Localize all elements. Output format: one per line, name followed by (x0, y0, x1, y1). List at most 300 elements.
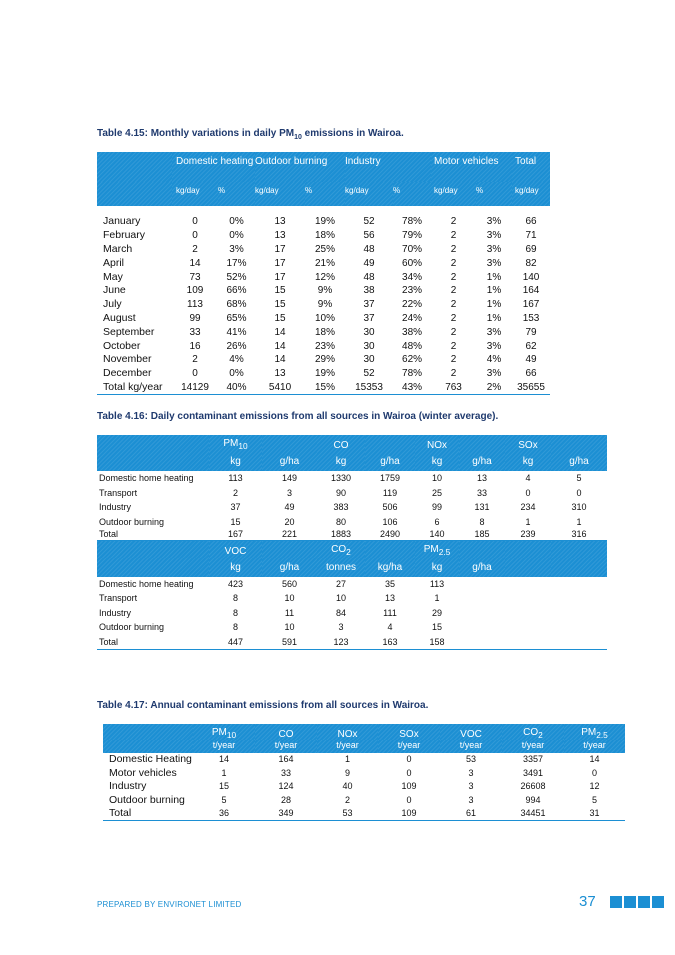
row-label: Outdoor burning (99, 516, 165, 527)
table-cell: 35655 (512, 381, 550, 395)
table-cell: 78% (402, 368, 423, 380)
unit-header: kg/day (345, 182, 393, 206)
table-cell: 29% (315, 354, 336, 366)
table-cell: 40 (342, 781, 353, 792)
table-cell: 22% (402, 299, 423, 311)
table-cell: 18% (315, 230, 336, 242)
row-label: October (103, 339, 141, 352)
table-cell: 2 (450, 216, 457, 228)
table-cell: 221 (262, 529, 317, 541)
table-row (103, 767, 625, 781)
table-cell: 167 (522, 299, 540, 311)
footer-square-icon (638, 896, 650, 908)
table-cell: 0 (525, 487, 531, 498)
table-cell: 15 (274, 299, 286, 311)
unit-header: g/ha (551, 452, 607, 471)
table-row (103, 794, 625, 808)
table-cell: 24% (402, 312, 423, 324)
table-cell: 1 (576, 516, 582, 527)
table-cell: 17 (274, 271, 286, 283)
table-row (97, 620, 607, 635)
table-cell: 30 (363, 340, 375, 352)
table-cell: 66 (525, 216, 537, 228)
table-cell: 1 (221, 767, 227, 778)
table-cell: 71 (525, 230, 537, 242)
table-cell: 9 (344, 767, 350, 778)
table-cell: 4 (387, 622, 393, 633)
unit-header: tonnes (317, 558, 365, 577)
table-cell: 5 (576, 473, 582, 484)
table-cell: 4% (229, 354, 244, 366)
table-4-17-pollutant-header (103, 724, 625, 740)
table-cell: 12 (589, 781, 600, 792)
table-row (97, 298, 550, 312)
unit-header: kg (505, 452, 551, 471)
table-cell: 0% (229, 368, 244, 380)
table-cell: 49 (363, 257, 375, 269)
table-cell: 119 (382, 487, 398, 498)
table-cell: 19% (315, 216, 336, 228)
table-row (97, 367, 550, 381)
table-cell: 113 (429, 578, 445, 589)
table-cell: 33 (280, 767, 291, 778)
table-cell: 3357 (522, 754, 544, 765)
table-cell: 48 (363, 243, 375, 255)
table-cell: 124 (278, 781, 294, 792)
table-cell: 15% (305, 381, 345, 395)
table-cell: 31 (564, 807, 625, 821)
footer-square-icon (652, 896, 664, 908)
table-cell: 37 (363, 299, 375, 311)
table-cell: 14 (218, 754, 229, 765)
table-cell: 163 (365, 635, 415, 650)
unit-header: g/ha (459, 452, 505, 471)
pollutant-header: SOx (505, 435, 551, 452)
table-cell: 131 (474, 502, 490, 513)
table-cell: 48 (363, 271, 375, 283)
table-cell: 2 (450, 312, 457, 324)
table-cell: 5 (591, 794, 597, 805)
table-cell: 109 (186, 285, 204, 297)
table-cell: 37 (363, 312, 375, 324)
table-cell: 2 (450, 299, 457, 311)
table-cell: 2 (192, 243, 198, 255)
unit-header: % (218, 182, 255, 206)
table-cell: 17 (274, 243, 286, 255)
table-cell: 56 (363, 230, 375, 242)
group-header: Industry (345, 152, 431, 182)
table-cell: 84 (335, 607, 346, 618)
table-cell: 15353 (345, 381, 393, 395)
table-4-16-part2-unit-header (97, 558, 607, 577)
table-cell: 52% (226, 271, 247, 283)
footer-square-icon (610, 896, 622, 908)
table-4-17 (103, 724, 625, 821)
unit-header: t/year (440, 740, 502, 753)
table-cell: 234 (520, 502, 536, 513)
pollutant-header: $CO_2$ (502, 724, 564, 740)
table-4-16-part1-pollutant-header (97, 435, 607, 452)
table-cell: 3% (229, 243, 244, 255)
unit-header: % (305, 182, 345, 206)
table-cell: 26608 (520, 781, 546, 792)
table-cell: 316 (551, 529, 607, 541)
table-row (97, 243, 550, 257)
table-4-17-caption: Table 4.17: Annual contaminant emissions from all sources in Wairoa. (97, 700, 429, 711)
table-cell: 0 (576, 487, 582, 498)
table-cell: 239 (505, 529, 551, 541)
unit-header: kg/ha (365, 558, 415, 577)
table-4-15-caption: Table 4.15: Monthly variations in daily $PM_{10}$ emissions in Wairoa. (97, 128, 404, 141)
table-cell: 0% (229, 216, 244, 228)
row-label: Industry (99, 607, 132, 618)
table-cell: 111 (383, 607, 397, 618)
table-cell: 109 (378, 807, 440, 821)
table-cell: 16 (189, 340, 201, 352)
table-cell: 1883 (317, 529, 365, 541)
table-cell: 0 (192, 216, 198, 228)
row-label: August (103, 311, 136, 324)
row-label: January (103, 215, 141, 228)
table-cell: 13 (384, 593, 395, 604)
table-cell: 15 (230, 516, 241, 527)
table-cell: 62% (402, 354, 423, 366)
table-cell: 153 (522, 312, 540, 324)
unit-header: g/ha (459, 558, 505, 577)
table-cell: 1 (525, 516, 531, 527)
table-cell: 3 (468, 767, 474, 778)
row-label: June (103, 284, 126, 297)
table-cell: 15 (274, 285, 286, 297)
row-label: Industry (109, 780, 147, 793)
table-cell: 0 (406, 754, 412, 765)
table-cell: 123 (317, 635, 365, 650)
row-label: Transport (99, 593, 138, 604)
table-cell: 3% (486, 243, 502, 255)
table-cell: 80 (335, 516, 346, 527)
table-cell: 13 (476, 473, 487, 484)
table-cell: 49 (284, 502, 295, 513)
table-cell: 2 (450, 271, 457, 283)
table-cell: 21% (315, 257, 336, 269)
table-cell: 2 (450, 243, 457, 255)
table-cell: 65% (226, 312, 247, 324)
unit-header: kg (209, 452, 262, 471)
pollutant-header: $PM_{2.5}$ (564, 724, 625, 740)
table-row (97, 284, 550, 298)
group-header: Outdoor burning (255, 152, 345, 182)
table-cell: 4% (486, 354, 502, 366)
table-cell: 33 (476, 487, 487, 498)
table-4-16-caption: Table 4.16: Daily contaminant emissions from all sources in Wairoa (winter average). (97, 411, 499, 422)
unit-header: t/year (502, 740, 564, 753)
table-cell: 14 (274, 340, 286, 352)
table-cell: 34% (402, 271, 423, 283)
unit-header: kg/day (255, 182, 305, 206)
table-cell: 25 (431, 487, 442, 498)
table-row (97, 606, 607, 621)
row-label: Domestic home heating (99, 578, 194, 589)
group-header: Domestic heating (172, 152, 255, 182)
unit-header: % (476, 182, 512, 206)
table-cell: 10 (431, 473, 442, 484)
table-row (97, 270, 550, 284)
table-cell: 14129 (172, 381, 218, 395)
table-cell: 106 (382, 516, 398, 527)
table-cell: 19% (315, 368, 336, 380)
table-cell: 10% (315, 312, 336, 324)
table-cell: 69 (525, 243, 537, 255)
table-cell: 82 (525, 257, 537, 269)
unit-header: g/ha (262, 558, 317, 577)
pollutant-header: $CO_2$ (317, 541, 365, 558)
table-cell: 1% (486, 299, 502, 311)
table-cell: 14 (589, 754, 600, 765)
table-cell: 35 (384, 578, 395, 589)
table-cell: 27 (335, 578, 346, 589)
table-cell: 2 (192, 354, 198, 366)
table-cell: 3 (468, 794, 474, 805)
table-cell: 3% (486, 216, 502, 228)
table-row (97, 215, 550, 229)
unit-header: g/ha (365, 452, 415, 471)
row-label: Transport (99, 487, 138, 498)
pollutant-header: NOx (415, 435, 459, 452)
unit-header: kg (317, 452, 365, 471)
table-cell: 158 (415, 635, 459, 650)
table-cell: 37 (230, 502, 241, 513)
table-cell: 2 (450, 326, 457, 338)
table-cell: 49 (525, 354, 537, 366)
table-cell: 2% (476, 381, 512, 395)
table-4-15-unit-header (97, 182, 550, 206)
table-cell: 70% (402, 243, 423, 255)
table-cell: 36 (193, 807, 255, 821)
table-cell: 383 (333, 502, 349, 513)
table-cell: 8 (232, 622, 238, 633)
table-cell: 1330 (330, 473, 352, 484)
table-cell: 78% (402, 216, 423, 228)
table-cell: 8 (232, 593, 238, 604)
table-cell: 3491 (522, 767, 544, 778)
table-4-16-part2-pollutant-header (97, 541, 607, 558)
table-cell: 109 (401, 781, 417, 792)
table-cell: 140 (415, 529, 459, 541)
table-cell: 0 (192, 230, 198, 242)
pollutant-header: $PM_{10}$ (209, 435, 262, 452)
table-cell: 6 (434, 516, 440, 527)
table-cell: 14 (189, 257, 201, 269)
unit-header: kg/day (512, 182, 550, 206)
table-cell: 30 (363, 326, 375, 338)
table-cell: 17 (274, 257, 286, 269)
table-cell: 3% (486, 340, 502, 352)
table-cell: 15 (218, 781, 229, 792)
table-cell: 26% (226, 340, 247, 352)
table-cell: 73 (189, 271, 201, 283)
table-cell: 28 (280, 794, 291, 805)
table-cell: 2 (450, 230, 457, 242)
row-label: Outdoor burning (109, 793, 185, 806)
table-cell: 2 (450, 285, 457, 297)
row-label: February (103, 229, 146, 242)
footer-square-icon (624, 896, 636, 908)
table-cell: 18% (315, 326, 336, 338)
table-cell: 66% (226, 285, 247, 297)
table-cell: 113 (187, 299, 203, 311)
table-cell: 23% (315, 340, 336, 352)
table-cell: 3 (468, 781, 474, 792)
row-label: December (103, 367, 152, 380)
table-cell: 423 (227, 578, 244, 589)
row-label: Outdoor burning (99, 622, 165, 633)
table-cell: 13 (274, 368, 286, 380)
table-4-16-part2-body (97, 577, 607, 650)
table-cell: 9% (317, 285, 333, 297)
table-cell: 149 (281, 473, 298, 484)
group-header: Motor vehicles (431, 152, 512, 182)
table-4-16-part1-unit-header (97, 452, 607, 471)
table-cell: 53 (317, 807, 378, 821)
table-4-15-body (97, 215, 550, 394)
table-cell: 66 (525, 368, 537, 380)
table-row (97, 591, 607, 606)
table-cell: 5 (221, 794, 227, 805)
pollutant-header: VOC (209, 541, 262, 558)
table-4-17-unit-header (103, 740, 625, 753)
table-cell: 2 (232, 487, 238, 498)
table-cell: 10 (284, 593, 295, 604)
table-cell: 8 (232, 607, 238, 618)
table-cell: 13 (274, 230, 286, 242)
table-cell: 167 (209, 529, 262, 541)
table-cell: 29 (431, 607, 442, 618)
table-4-15 (97, 152, 550, 395)
unit-header: t/year (564, 740, 625, 753)
row-label: November (103, 353, 152, 366)
table-cell: 349 (255, 807, 317, 821)
table-cell: 41% (226, 326, 247, 338)
unit-header: kg (415, 558, 459, 577)
table-cell: 14 (274, 326, 286, 338)
table-cell: 23% (402, 285, 423, 297)
table-cell: 14 (274, 354, 286, 366)
table-cell: 30 (363, 354, 375, 366)
row-label: April (103, 256, 125, 269)
unit-header: t/year (255, 740, 317, 753)
table-cell: 34451 (502, 807, 564, 821)
row-label: March (103, 242, 133, 255)
table-cell: 2 (450, 340, 457, 352)
table-cell: 52 (363, 368, 375, 380)
table-cell: 0 (406, 794, 412, 805)
table-cell: 38 (363, 285, 375, 297)
table-4-15-group-header (97, 152, 550, 182)
table-cell: 15 (274, 312, 286, 324)
table-cell: 591 (262, 635, 317, 650)
table-cell: 13 (274, 216, 286, 228)
page-number: 37 (579, 893, 596, 910)
unit-header: % (393, 182, 431, 206)
row-label: July (103, 298, 122, 311)
row-label: Domestic Heating (109, 753, 192, 766)
table-cell: 17% (226, 257, 247, 269)
row-label: Motor vehicles (109, 766, 177, 779)
table-cell: 10 (335, 593, 346, 604)
table-cell: 1% (486, 271, 502, 283)
table-cell: 2 (450, 257, 457, 269)
table-cell: 3 (286, 487, 292, 498)
pollutant-header: CO (317, 435, 365, 452)
table-row (97, 229, 550, 243)
table-cell: 506 (382, 502, 398, 513)
table-cell: 4 (525, 473, 531, 484)
pollutant-header: SOx (378, 724, 440, 740)
table-cell: 9% (317, 299, 333, 311)
table-cell: 185 (459, 529, 505, 541)
table-row (97, 339, 550, 353)
table-cell: 113 (228, 473, 243, 484)
table-cell: 20 (284, 516, 295, 527)
table-row (97, 256, 550, 270)
table-cell: 2 (344, 794, 350, 805)
table-row (97, 635, 607, 650)
table-cell: 1% (486, 312, 502, 324)
row-label: Total (97, 529, 209, 541)
table-cell: 994 (525, 794, 541, 805)
table-cell: 164 (522, 285, 540, 297)
table-cell: 48% (402, 340, 423, 352)
row-label: Total (97, 635, 209, 650)
unit-header: kg (415, 452, 459, 471)
table-cell: 40% (218, 381, 255, 395)
footer-prepared-by: PREPARED BY ENVIRONET LIMITED (97, 900, 242, 909)
table-row (97, 515, 607, 530)
table-row (97, 353, 550, 367)
table-cell: 12% (315, 271, 336, 283)
pollutant-header: CO (255, 724, 317, 740)
pollutant-header: $PM_{10}$ (193, 724, 255, 740)
table-row (103, 780, 625, 794)
table-cell: 43% (393, 381, 431, 395)
table-row (103, 753, 625, 767)
table-4-16-part1-body (97, 471, 607, 541)
table-cell: 52 (363, 216, 375, 228)
unit-header: g/ha (262, 452, 317, 471)
table-row (97, 486, 607, 501)
table-cell: 560 (281, 578, 298, 589)
unit-header: kg/day (172, 182, 218, 206)
table-row (97, 471, 607, 486)
pollutant-header: VOC (440, 724, 502, 740)
table-row (97, 577, 607, 592)
table-cell: 90 (335, 487, 346, 498)
table-cell: 164 (278, 754, 294, 765)
table-row (97, 325, 550, 339)
pollutant-header: $PM_{2.5}$ (415, 541, 459, 558)
table-cell: 33 (189, 326, 201, 338)
table-cell: 0 (591, 767, 597, 778)
group-header: Total (512, 152, 550, 182)
unit-header: kg/day (431, 182, 476, 206)
table-cell: 25% (315, 243, 336, 255)
table-cell: 8 (479, 516, 485, 527)
table-cell: 79% (402, 230, 423, 242)
table-cell: 60% (402, 257, 423, 269)
table-cell: 10 (284, 622, 295, 633)
table-cell: 99 (189, 312, 201, 324)
table-cell: 15 (431, 622, 442, 633)
